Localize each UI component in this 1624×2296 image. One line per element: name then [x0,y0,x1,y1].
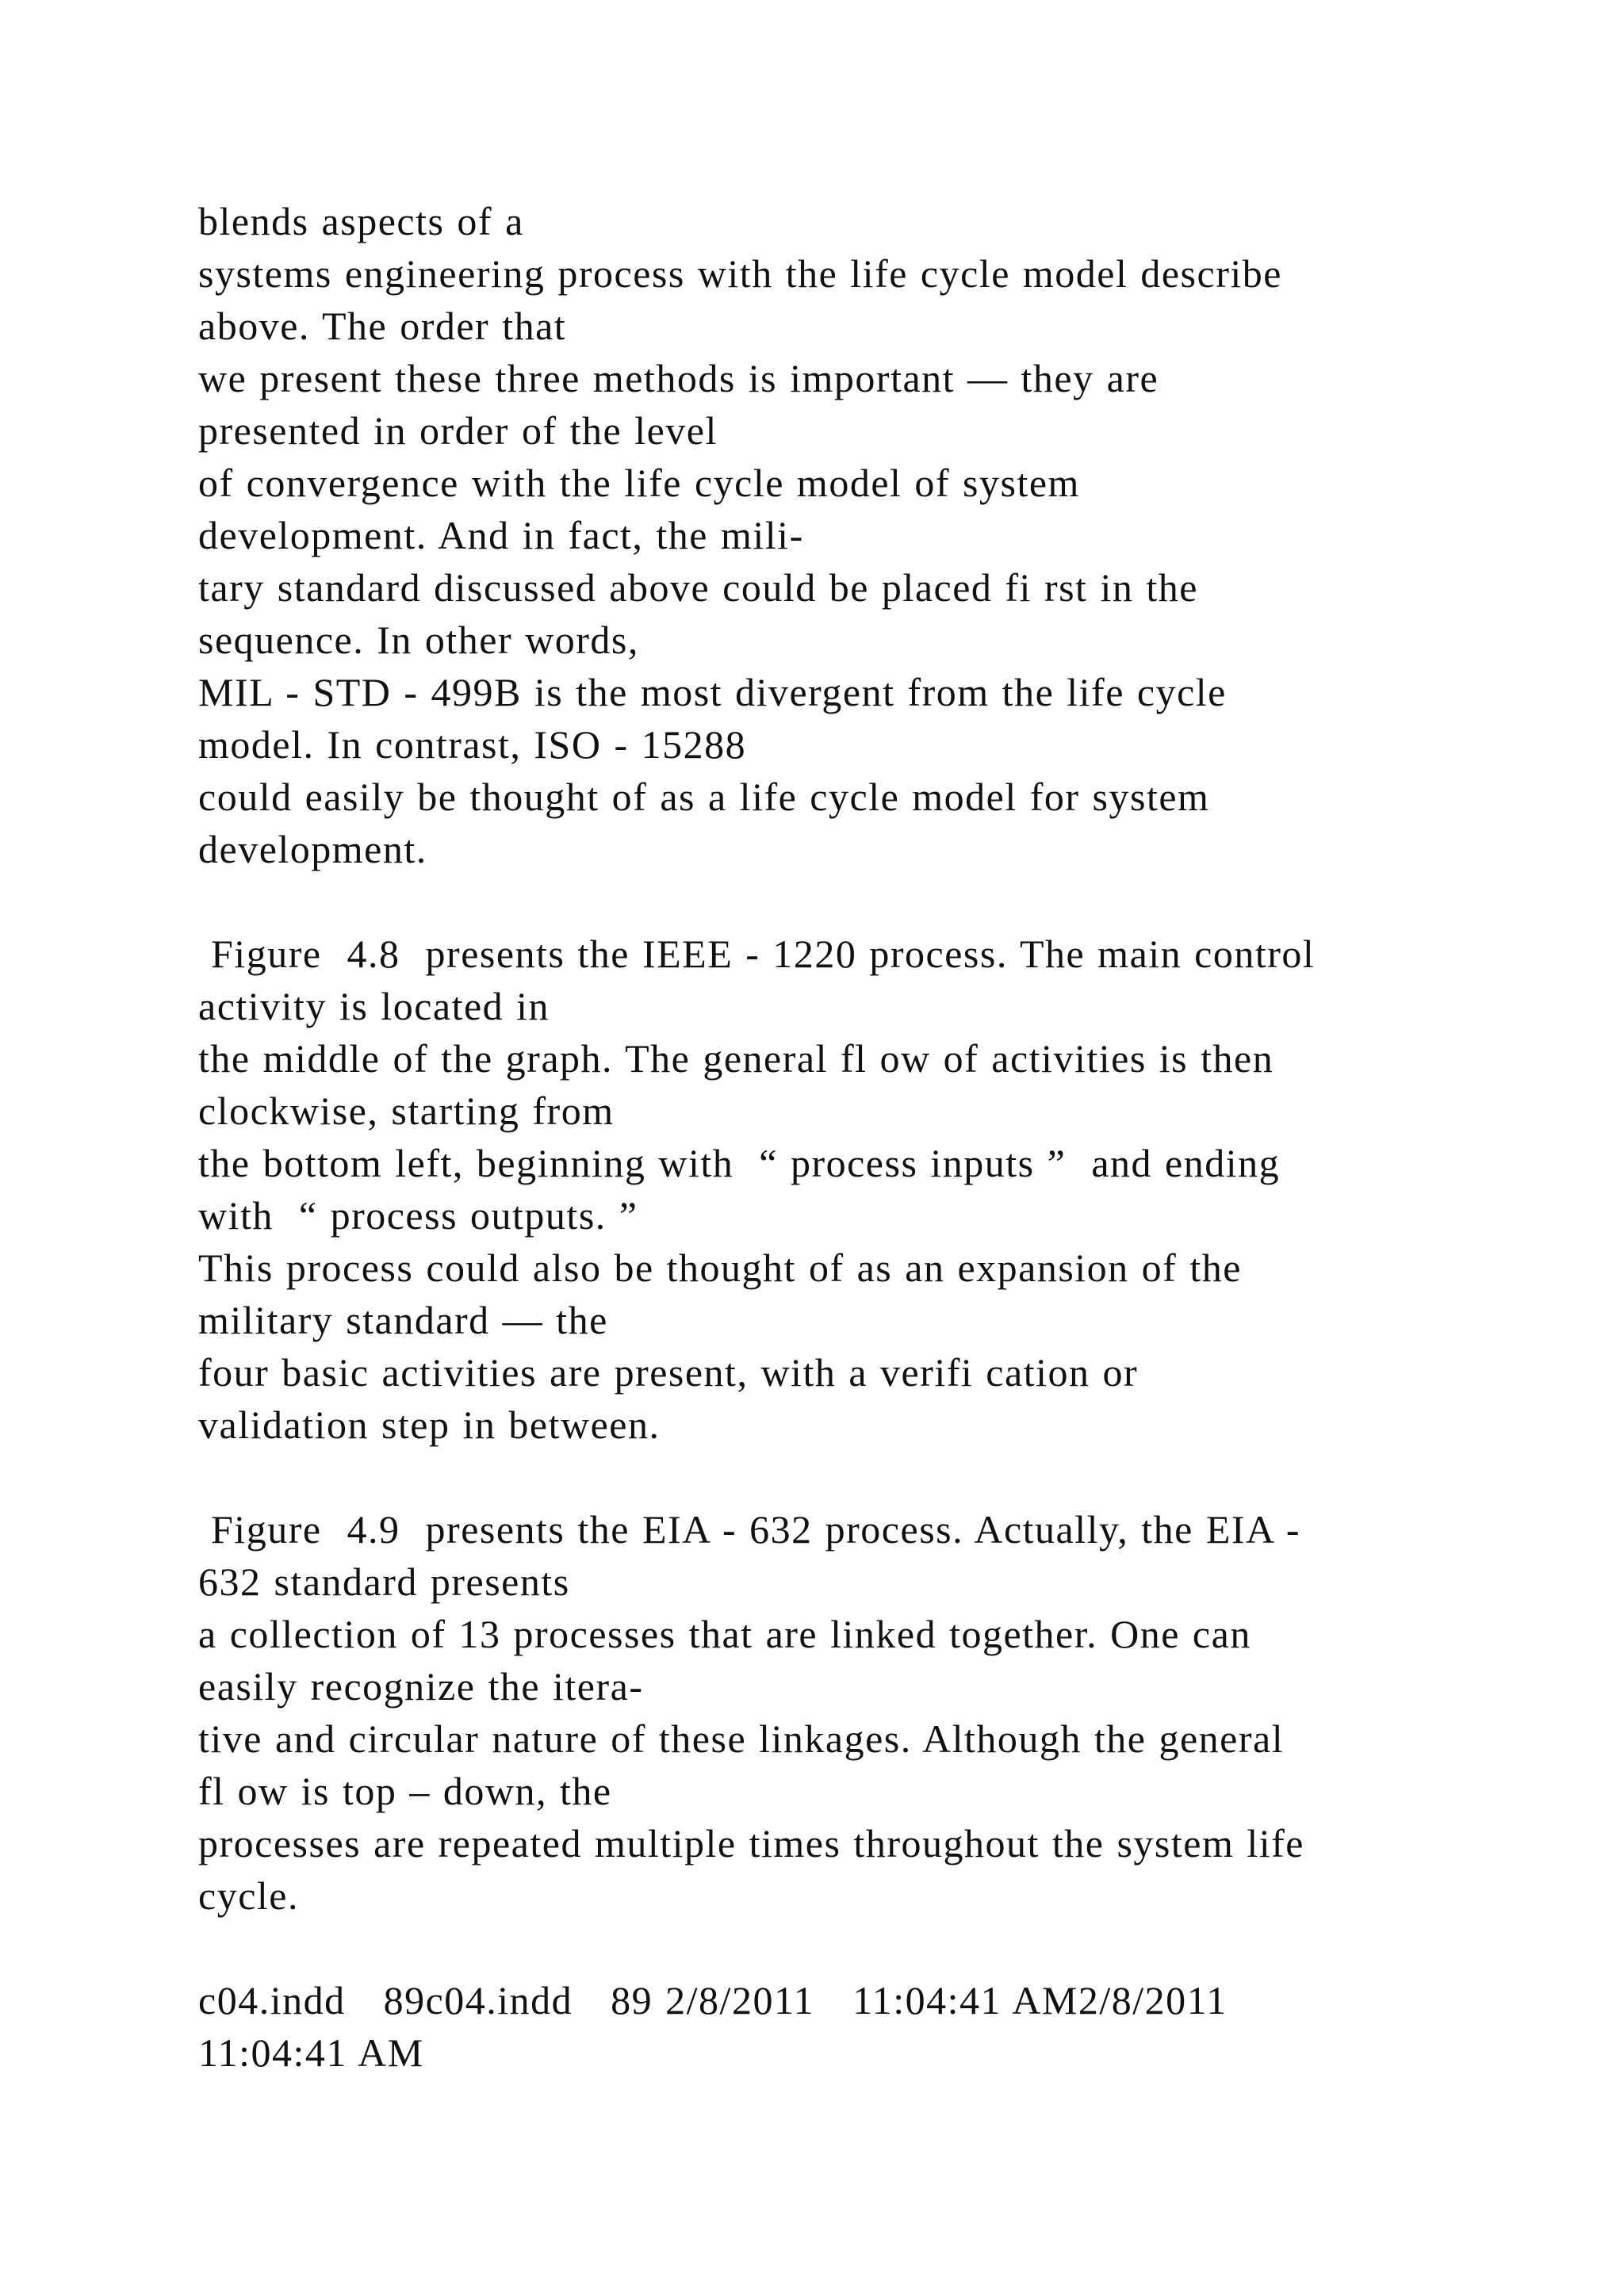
text-line: military standard — the [198,1298,608,1342]
text-line: model. In contrast, ISO - 15288 [198,722,747,767]
text-line: processes are repeated multiple times throughout the system life [198,1821,1304,1866]
text-line: could easily be thought of as a life cycle model for system [198,775,1210,819]
text-line: development. And in fact, the mili- [198,513,804,557]
print-footer [198,1974,1515,2079]
text-line: of convergence with the life cycle model of system [198,461,1080,505]
text-line: easily recognize the itera- [198,1664,644,1709]
text-line: presented in order of the level [198,408,718,453]
text-line: four basic activities are present, with a verifi cation or [198,1350,1139,1395]
text-line: Figure 4.8 presents the IEEE - 1220 process. The main control [198,932,1316,976]
text-line: tary standard discussed above could be placed fi rst in the [198,565,1198,610]
text-line: a collection of 13 processes that are linked together. One can [198,1612,1251,1656]
text-line: we present these three methods is important — they are [198,356,1159,400]
document-page [198,195,1515,2079]
text-line: sequence. In other words, [198,618,639,662]
paragraph-1 [198,195,1515,875]
text-line: MIL - STD - 499B is the most divergent from the life cycle [198,670,1227,714]
footer-line: c04.indd 89c04.indd 89 2/8/2011 11:04:41 AM2/8/2011 [198,1978,1228,2022]
text-line: activity is located in [198,984,550,1028]
text-line: tive and circular nature of these linkages. Although the general [198,1716,1285,1761]
text-line: fl ow is top – down, the [198,1769,612,1813]
text-line: cycle. [198,1873,299,1918]
text-line: the middle of the graph. The general fl ow of activities is then [198,1036,1274,1081]
text-line: validation step in between. [198,1402,661,1447]
text-line: This process could also be thought of as an expansion of the [198,1246,1242,1290]
text-line: systems engineering process with the life cycle model describe [198,251,1282,296]
text-line: 632 standard presents [198,1559,570,1604]
text-line: above. The order that [198,304,567,348]
text-line: the bottom left, beginning with “ process inputs ” and ending [198,1141,1281,1185]
text-line: with “ process outputs. ” [198,1193,638,1238]
paragraph-2 [198,928,1515,1451]
text-line: clockwise, starting from [198,1089,615,1133]
text-line: blends aspects of a [198,199,524,243]
text-line: development. [198,827,427,871]
paragraph-3 [198,1503,1515,1922]
footer-line: 11:04:41 AM [198,2030,424,2075]
text-line: Figure 4.9 presents the EIA - 632 process. Actually, the EIA - [198,1507,1301,1552]
